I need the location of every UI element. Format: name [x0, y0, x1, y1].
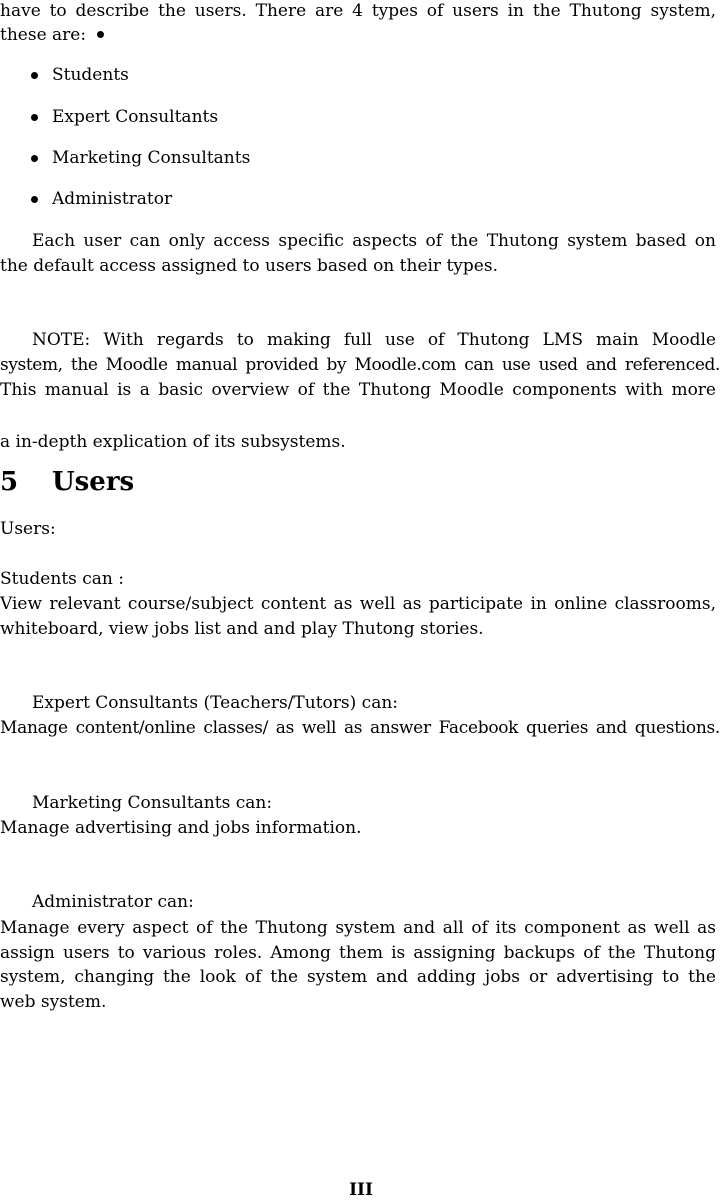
students-line-1: View relevant course/subject content as well as participate in online classrooms, — [0, 594, 716, 614]
admin-line-3: system, changing the look of the system and adding jobs or advertising to the — [0, 967, 716, 987]
admin-heading: Administrator can: — [32, 892, 194, 912]
students-line-2: whiteboard, view jobs list and and play Thutong stories. — [0, 619, 484, 639]
access-paragraph-line-1: Each user can only access specific aspects of the Thutong system based on — [32, 231, 716, 251]
admin-line-4: web system. — [0, 992, 107, 1012]
bullet-icon — [31, 72, 38, 79]
list-item-administrator: Administrator — [52, 189, 173, 209]
intro-line-2 — [0, 27, 86, 44]
bullet-icon — [31, 114, 38, 121]
note-paragraph-line-3: This manual is a basic overview of the Thutong Moodle components with more — [0, 380, 716, 400]
students-heading: Students can : — [0, 569, 125, 589]
marketing-line-1: Manage advertising and jobs information. — [0, 818, 362, 838]
list-item-marketing-consultants: Marketing Consultants — [52, 148, 251, 168]
note-paragraph-line-2: system, the Moodle manual provided by Moodle.com can use used and referenced. — [0, 355, 720, 375]
stray-bullet-icon — [97, 31, 104, 38]
page-number: III — [349, 1180, 373, 1200]
bullet-icon — [31, 155, 38, 162]
admin-line-1: Manage every aspect of the Thutong system and all of its component as well as — [0, 918, 716, 938]
experts-heading: Expert Consultants (Teachers/Tutors) can: — [32, 693, 399, 713]
note-paragraph-line-1: NOTE: With regards to making full use of Thutong LMS main Moodle — [32, 330, 716, 350]
marketing-heading: Marketing Consultants can: — [32, 793, 273, 813]
intro-line-1: have to describe the users. There are 4 types of users in the Thutong system, — [0, 1, 716, 21]
list-item-students: Students — [52, 65, 129, 85]
list-item-expert-consultants: Expert Consultants — [52, 107, 219, 127]
access-paragraph-line-2: the default access assigned to users based on their types. — [0, 256, 498, 276]
experts-line-1: Manage content/online classes/ as well as answer Facebook queries and questions. — [0, 718, 720, 738]
section-title: Users — [52, 467, 135, 497]
admin-line-2: assign users to various roles. Among them is assigning backups of the Thutong — [0, 943, 716, 963]
note-paragraph-line-4: a in-depth explication of its subsystems. — [0, 432, 346, 452]
intro-line-2-text: these are: — [0, 25, 87, 45]
bullet-icon — [31, 196, 38, 203]
users-label: Users: — [0, 519, 56, 539]
section-number: 5 — [0, 467, 19, 497]
